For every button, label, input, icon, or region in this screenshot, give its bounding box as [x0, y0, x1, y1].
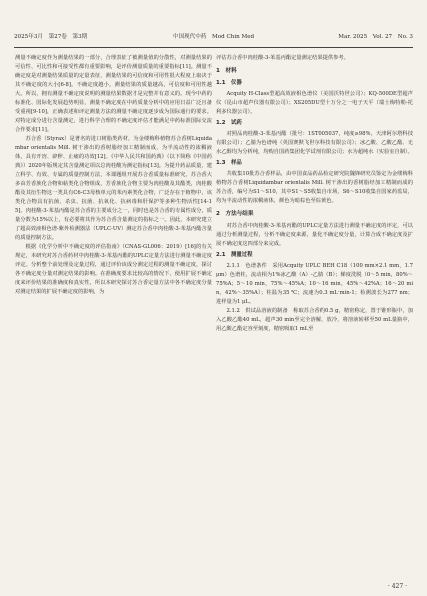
subsection-heading: 1.1 仪器 — [216, 80, 242, 86]
header-issue-en: Mar. 2025 Vol. 27 No. 3 — [338, 34, 413, 40]
page-number: · 427 · — [387, 583, 407, 590]
right-column — [216, 54, 413, 574]
header-rule — [14, 47, 413, 48]
paragraph: Acquity H-Class型超高效液相色谱仪（美国沃特世公司）；KQ-500DE型超声仪（昆山市超声仪器有限公司）；XS205DU型十万分之一电子天平（瑞士梅特勒-托利多仪器公司）。 — [216, 91, 413, 115]
left-column — [15, 54, 212, 574]
paragraph: 测量不确定度作为测量结果的一部分，合理表征了被测量值的分散性，对测量结果的可信性、可比性和可接受性都有重要影响，是评价测量质量的重要指标[11]。测量不确定度是对测量结果质量的定量表征，测量结果的可信度和可用性很大程度上取决于其不确定度的大小[6-8]。不确定度越小，测量结果的质量越高，可信度和可用性越大。所以，拥有测量不确定度说明的测量结果数据才是完整并有意义的。现今中药的标准化、国际化发展趋势明显，测量不确定度在中药质量分析中的应用日益广泛且备受重视[9-10]，正确表述和评定测量方法的测量不确定度逐步成为国际通行的要求。对特定成分进行含量测定，进行科学合理的不确定度评估才能满足中药标准国际交流合作要求[11]。 — [15, 55, 212, 133]
paragraph: 对照品肉桂酸-3-苯基丙酯（批号：1ST005037，纯度≥98%，天津阿尔塔科技有限公司）；乙腈为色谱纯（英国赛默飞世尔科技有限公司）；冰乙酸、乙酸乙酯、无水乙醇均为分析纯，均购自国药集团化学试剂有限公司；水为超纯水（实验室自制）。 — [216, 131, 413, 155]
paragraph: 共收集10批苏合香样品，由中国食品药品检定研究院魏锋研究员鉴定为金缕梅科植物苏合香树Liquidambar orientalis Mill. 树干渗出的香树脂经加工精制而成的苏合香，编号为S1～S10，其中S1～S5收集自市场，S6～S10收集自国家药监局，均为半流动性的浓稠液体，颜色为暗棕色至棕黄色。 — [216, 171, 413, 204]
section-heading: 1 材料 — [216, 68, 237, 74]
paragraph: 2.1.2 供试品溶液的制备 称取苏合香约0.5 g，精密称定，置于锥形瓶中，加入乙酸乙酯40 mL，超声30 min至完全溶解，放冷，将溶液转移至50 mL量瓶中，用乙酸乙酯定容至刻度，精密吸取1 mL至 — [216, 308, 413, 332]
paragraph: 苏合香（Styrax）是著名的进口树脂类药材，为金缕梅科植物苏合香树Liquidambar orientalis Mill. 树干渗出的香树脂经加工精制而成，为半流动性的浓稠液体，具有开窍、辟秽、止痛的功效[12]。《中华人民共和国药典》（以下简称《中国药典》）2020年版规定其含量测定项以总肉桂酸为测定指标[13]。为提升药品质量，建立科学、有效、专属的质量控制方法，本课题组开展苏合香质量标准研究。苏合香大多由芳香族化合物和萜类化合物组成，芳香族化合物主要为肉桂酸及其酯类，肉桂酸酯及其衍生物这一类具有C6-C3母核单元的苯丙素类化合物，广泛存在于植物中，该类化合物具有抗菌、杀虫、抗菌、抗氧化、抗病毒和肝保护等多种生物活性[14-15]。肉桂酸-3-苯基丙酯是苏合香的主要成分之一，同时也是苏合香的专属性成分，质量分数为15%以上，有必要将其作为苏合香含量测定的指标之一。因此，本研究建立了超高效液相色谱-紫外检测器法（UPLC-UV）测定苏合香中肉桂酸-3-苯基丙酯含量的质量控制方法。 — [15, 136, 212, 241]
subsection-heading: 1.2 试药 — [216, 120, 242, 126]
subsection-heading: 2.1 测量过程 — [216, 252, 253, 258]
running-header — [14, 30, 413, 44]
paragraph: 根据《化学分析中不确定度的评估指南》（CNAS-GL006：2019）[16]的有关规定，本研究对苏合香药材中肉桂酸-3-苯基丙酯的UPLC定量方法进行测量不确定度评定。分析整个前处理及定量过程，通过评价该成分测定过程的测量不确定度，探讨各不确定度分量对测定结果的影响。在准确度要求比较高的情况下，使用扩展不确定度来评价结果的准确度和真实性，所以本研究探讨苏合香定量方法中各不确定度分量对测定结果的扩展不确定度的影响，为 — [15, 244, 212, 295]
paragraph: 对苏合香中肉桂酸-3-苯基丙酯的UPLC定量方法进行测量不确定度的评定，可以通过分析测量过程，分析不确定度来源，量化不确定度分量，计算合成不确定度及扩展不确定度这四部分来完成。 — [216, 223, 413, 247]
paragraph: 2.1.1 色谱条件 采用Acquity UPLC BEH C18（100 mm×2.1 mm，1.7 μm）色谱柱，流动相为1%冰乙酸（A）-乙腈（B）；梯度洗脱（0～5 min，80%～75%A；5～10 min，75%～45%A；10～16 min，45%～42%A；16～20 min，42%～35%A）；柱温为35 ℃；流速为0.3 mL·min-1；检测波长为277 nm；进样量为1 μL。 — [216, 263, 413, 305]
subsection-heading: 1.3 样品 — [216, 160, 242, 166]
header-journal: 中国现代中药 Mod Chin Med — [172, 34, 255, 40]
section-heading: 2 方法与结果 — [216, 211, 254, 217]
paragraph: 评估苏合香中肉桂酸-3-苯基丙酯定量测定结果提供参考。 — [216, 55, 349, 61]
header-issue: 2025年3月 第27卷 第3期 — [14, 34, 88, 40]
